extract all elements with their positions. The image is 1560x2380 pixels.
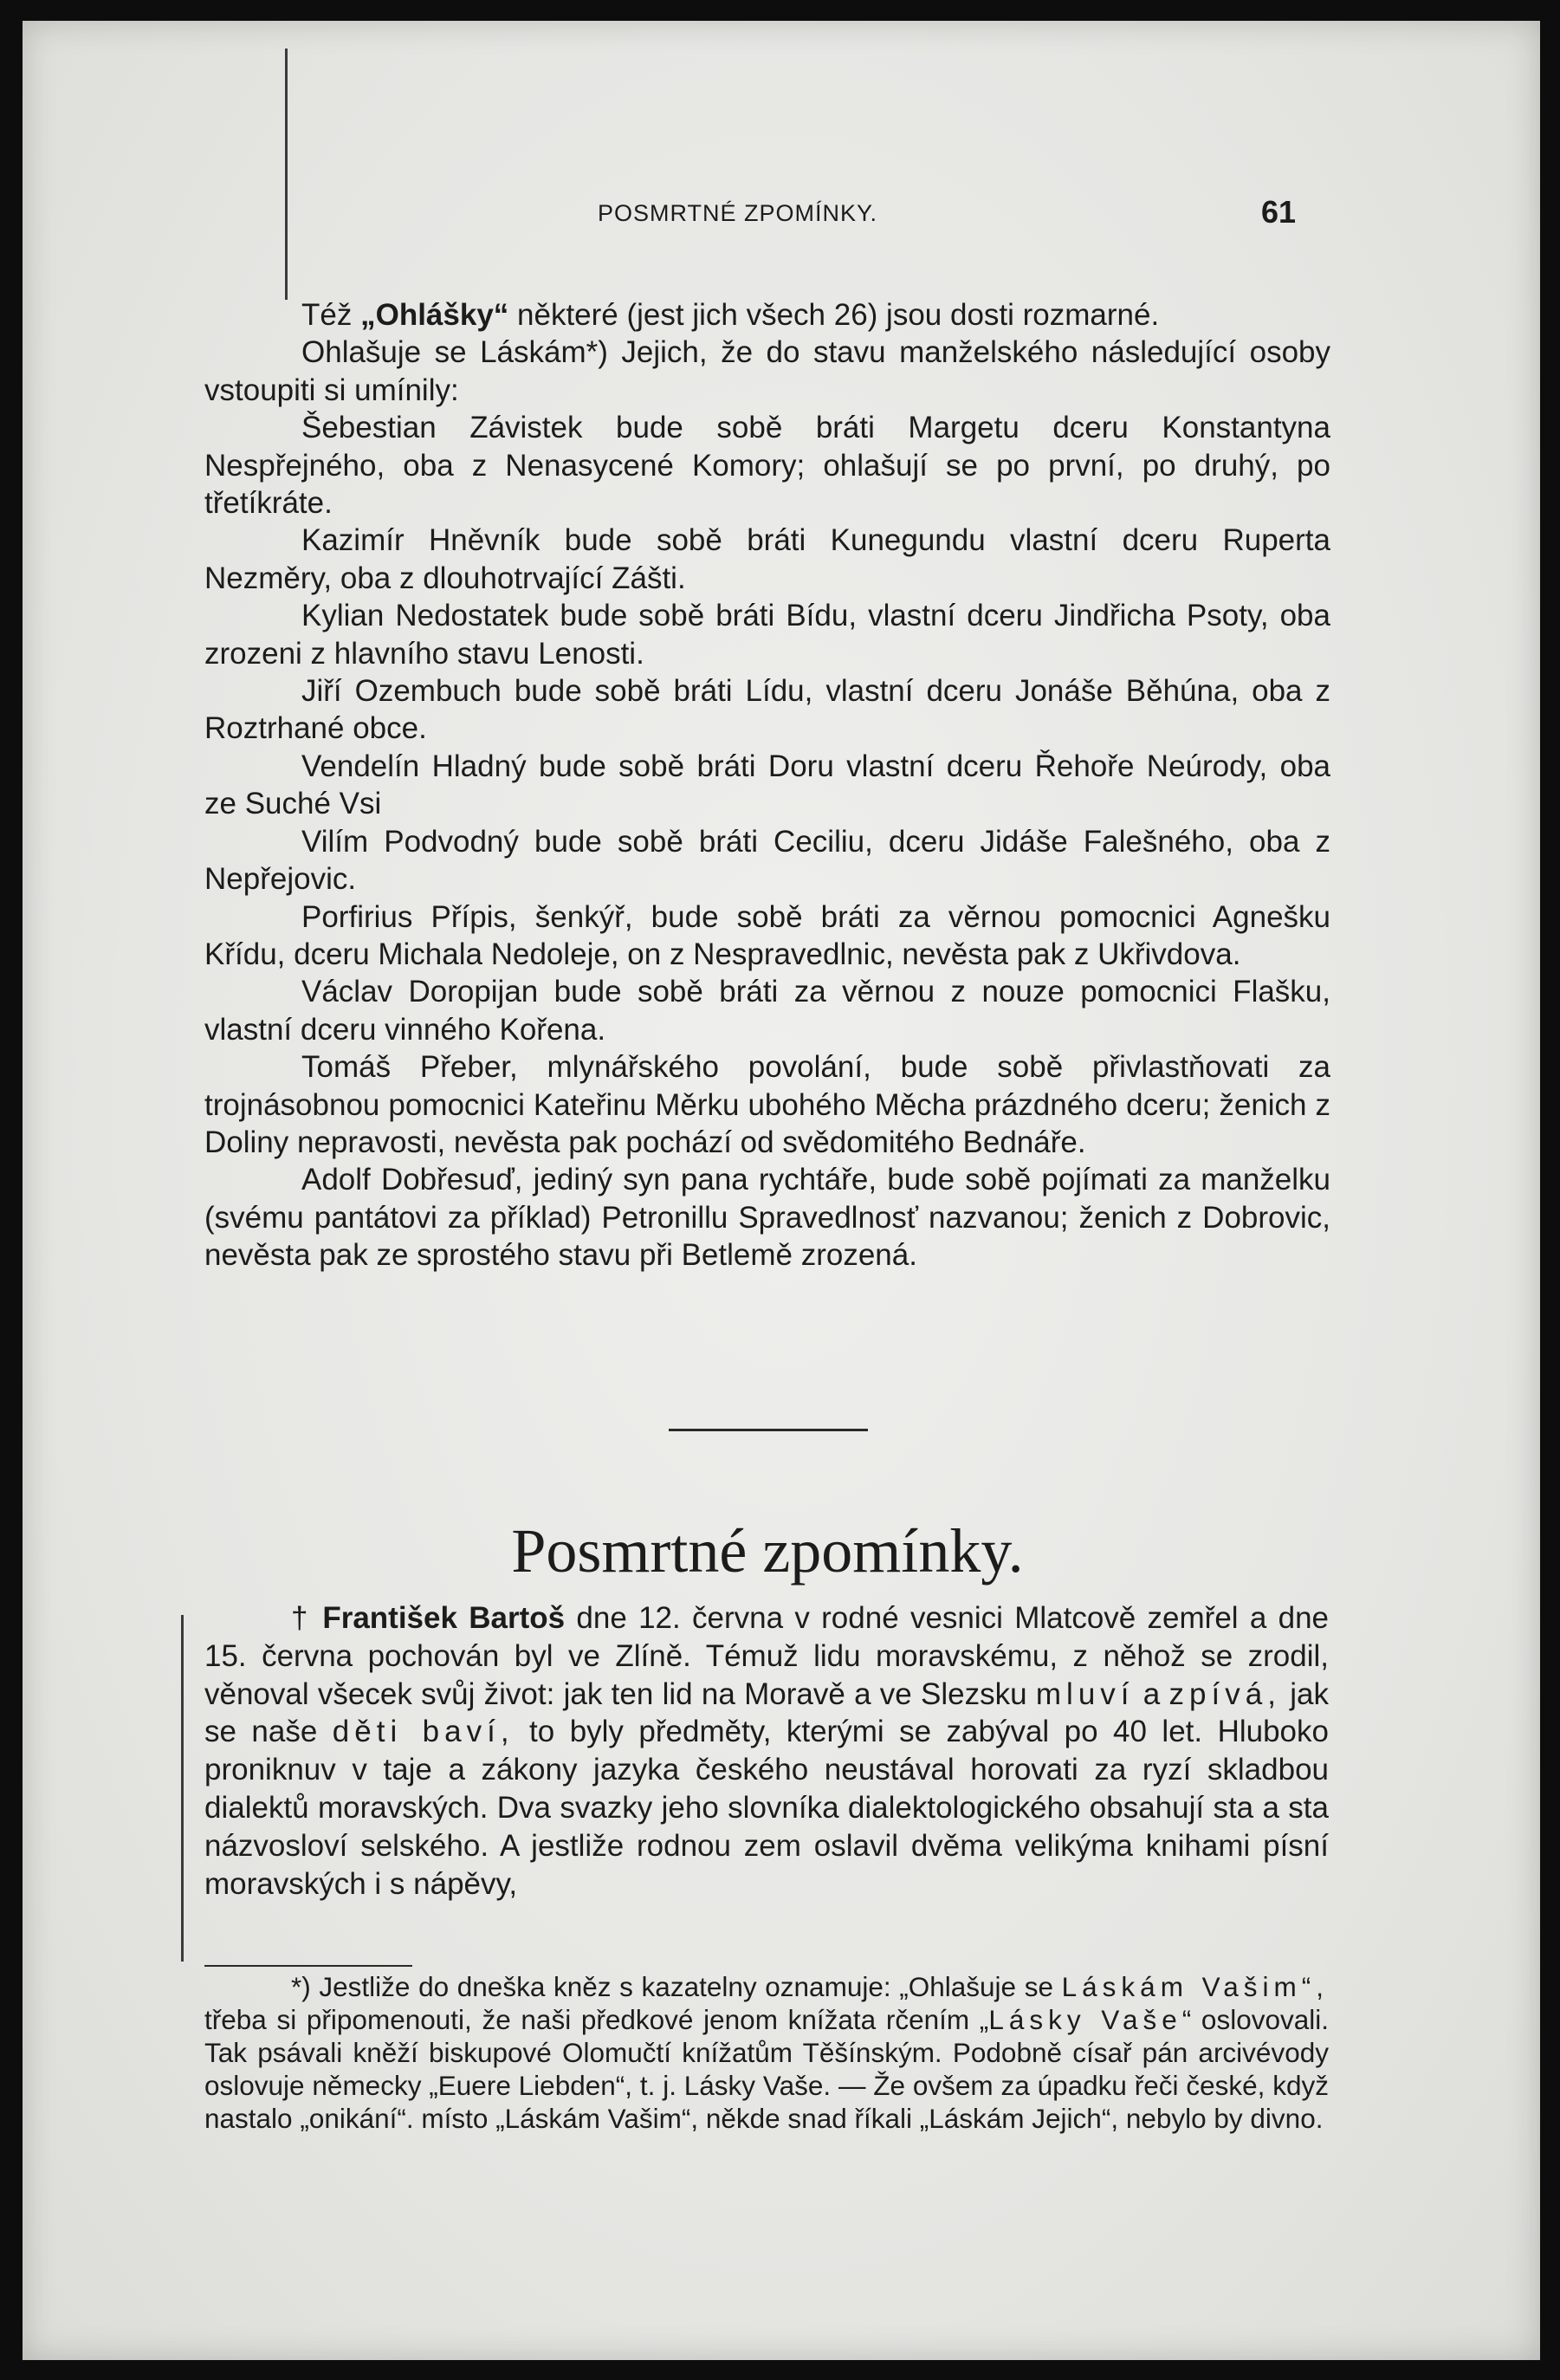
- paragraph: Kazimír Hněvník bude sobě bráti Kunegundu vlastní dceru Ruperta Nezměry, oba z dlouhotrvající Zášti.: [204, 523, 1330, 595]
- ohlasky-term: „Ohlášky“: [360, 298, 509, 332]
- intro-paragraph: Též „Ohlášky“ některé (jest jich všech 26) jsou dosti rozmarné.: [301, 298, 1160, 332]
- footnote-marker: *): [291, 1971, 311, 2002]
- paragraph: Ohlašuje se Láskám*) Jejich, že do stavu manželského následující osoby vstoupiti si umínily:: [204, 335, 1330, 407]
- running-head: POSMRTNÉ ZPOMÍNKY.: [598, 200, 878, 226]
- paragraph: Porfirius Přípis, šenkýř, bude sobě bráti za věrnou pomocnici Agnešku Křídu, dceru Michala Nedoleje, on z Nespravedlnic, nevěsta pak z Ukřivdova.: [204, 899, 1330, 971]
- paragraph: Vendelín Hladný bude sobě bráti Doru vlastní dceru Řehoře Neúrody, oba ze Suché Vsi: [204, 749, 1330, 821]
- paragraph: Adolf Dobřesuď, jediný syn pana rychtáře, bude sobě pojímati za manželku (svému pantátovi za příklad) Petronillu Spravedlnosť nazvanou; ženich z Dobrovic, nevěsta pak ze sprostého stavu při Betlemě zrozená.: [204, 1163, 1330, 1273]
- section-title: Posmrtné zpomínky.: [511, 1516, 1024, 1586]
- paragraph: Jiří Ozembuch bude sobě bráti Lídu, vlastní dceru Jonáše Běhúna, oba z Roztrhané obce.: [204, 674, 1330, 746]
- margin-binding-line: [285, 49, 288, 300]
- announcements-text: [204, 296, 1330, 1274]
- margin-binding-line-lower: [181, 1615, 184, 1962]
- footnote-rule: [204, 1965, 412, 1967]
- cross-symbol: †: [291, 1601, 312, 1635]
- paragraph: Tomáš Přeber, mlynářského povolání, bude sobě přivlastňovati za trojnásobnou pomocnici Kateřinu Měrku ubohého Měcha prázdného dceru; ženich z Doliny nepravosti, nevěsta pak pochází od svědomitého Bednáře.: [204, 1050, 1330, 1159]
- paragraph: Vilím Podvodný bude sobě bráti Ceciliu, dceru Jidáše Falešného, oba z Nepřejovic.: [204, 824, 1330, 897]
- deceased-name: František Bartoš: [322, 1601, 566, 1635]
- obituary-paragraph: † František Bartoš dne 12. června v rodné vesnici Mlatcově zemřel a dne 15. června pochován byl ve Zlíně. Témuž lidu moravskému, z něhož se zrodil, věnoval všecek svůj život: jak ten lid na Moravě a ve Slezsku mluví a zpívá, jak se naše děti baví, to byly předměty, kterými se zabýval po 40 let. Hluboko proniknuv v taje a zákony jazyka českého neustával horovati za ryzí skladbou dialektů moravských. Dva svazky jeho slovníka dialektologického obsahují sta a sta názvosloví selského. A jestliže rodnou zem oslavil dvěma velikýma knihami písní moravských i s nápěvy,: [204, 1601, 1329, 1901]
- footnote: [204, 1970, 1329, 2135]
- paragraph: Kylian Nedostatek bude sobě bráti Bídu, vlastní dceru Jindřicha Psoty, oba zrozeni z hlavního stavu Lenosti.: [204, 599, 1330, 671]
- obituary-text: [204, 1599, 1329, 1903]
- book-page: [23, 21, 1540, 2360]
- paragraph: Václav Doropijan bude sobě bráti za věrnou z nouze pomocnici Flašku, vlastní dceru vinného Kořena.: [204, 975, 1330, 1047]
- footnote-paragraph: *) Jestliže do dneška kněz s kazatelny oznamuje: „Ohlašuje se Láskám Vašim“, třeba si připomenouti, že naši předkové jenom knížata rčením „Lásky Vaše“ oslovovali. Tak psávali kněží biskupové Olomučtí knížatům Těšínským. Podobně císař pán arcivévody oslovuje německy „Euere Liebden“, t. j. Lásky Vaše. — Že ovšem za úpadku řeči české, když nastalo „onikání“. místo „Láskám Vašim“, někde snad říkali „Láskám Jejich“, nebylo by divno.: [204, 1971, 1329, 2134]
- page-number: 61: [1261, 194, 1297, 230]
- paragraph: Šebestian Závistek bude sobě bráti Margetu dceru Konstantyna Nespřejného, oba z Nenasycené Komory; ohlašují se po první, po druhý, po třetíkráte.: [204, 411, 1330, 521]
- section-divider: [669, 1429, 868, 1431]
